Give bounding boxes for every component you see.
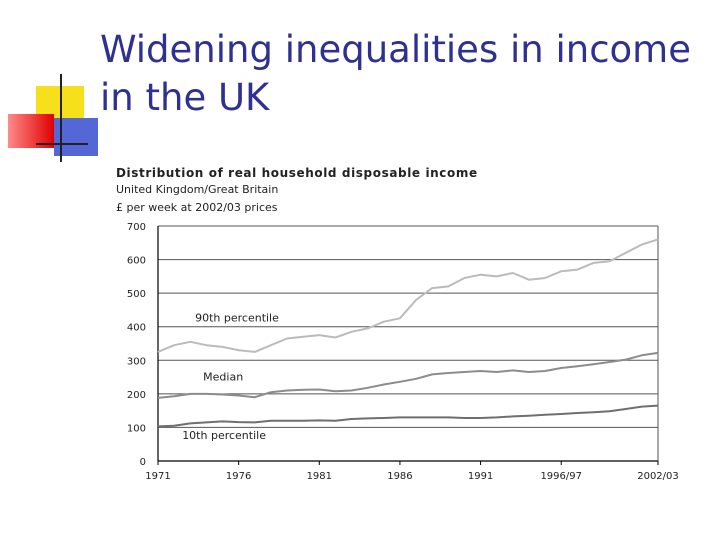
x-tick-label: 1996/97 [540,471,582,482]
slide-title: Widening inequalities in income in the UK [100,28,691,119]
series-line-0 [158,239,658,352]
chart-subtitle: United Kingdom/Great Britain [116,183,279,196]
y-tick-label: 600 [126,255,146,267]
series-label-0: 90th percentile [195,311,279,325]
y-tick-label: 100 [126,423,146,435]
y-tick-label: 200 [126,389,146,401]
chart-y-axis-label: £ per week at 2002/03 prices [116,201,278,214]
y-tick-label: 300 [126,356,146,368]
x-tick-label: 1971 [145,471,171,482]
y-tick-label: 500 [126,289,146,301]
series-line-2 [158,406,658,427]
chart-title: Distribution of real household disposable income [116,166,478,180]
x-tick-label: 1986 [387,471,413,482]
y-tick-label: 0 [139,457,146,468]
x-tick-label: 1991 [467,471,494,482]
x-tick-label: 1976 [225,471,252,482]
x-tick-label: 1981 [306,471,333,482]
series-label-2: 10th percentile [182,429,266,443]
y-tick-label: 400 [126,322,146,334]
x-tick-label: 2002/03 [637,471,679,482]
y-tick-label: 700 [126,222,146,233]
series-label-1: Median [203,370,244,384]
